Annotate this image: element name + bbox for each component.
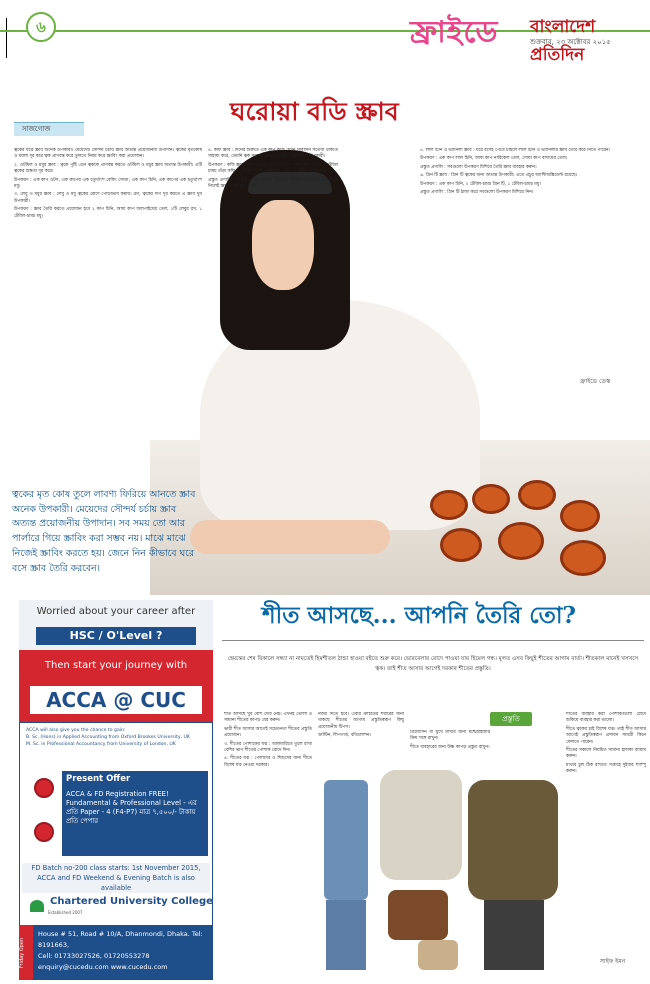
paragraph: প্রস্তুত প্রণালি : গ্রিন টি ঠান্ডা করে সবগুলো উপকরণ মিশিয়ে নিন। xyxy=(420,190,534,196)
paragraph: উপকরণ : কফি স্ক্রাব তৈরি করতে প্রয়োজন হবে সোয়া কাপ চিনি, ১ টেবিল চামচ গুঁড়া কফি, ১ টেবিল-চামচ নারিকেল তেল, ১ টেবিল-চামচ মধু। xyxy=(208,162,338,175)
ad-offer-item: Fundamental & Professional Level - এর প্রতি Paper - 4 (F4-P7) মাত্র ৭,৫০০/- টাকায় প্রতি পেপার xyxy=(66,799,197,825)
article-title-scrub: ঘরোয়া বডি স্ক্রাব xyxy=(230,97,399,126)
title-rule xyxy=(222,640,644,641)
article1-caption: ত্বকের মৃত কোষ তুলে লাবণ্য ফিরিয়ে আনতে স্ক্রাব অনেক উপকারী। মেয়েদের সৌন্দর্য চর্চায় স্ক্রাব অত্যন্ত প্রয়োজনীয় উপাদান। সব সময় তো আর পার্লারে গিয়ে স্ক্রাবিং করা সম্ভব নয়। মাঝে মাঝে নিজেই স্ক্রাবিং করতে হয়। জেনে নিন কীভাবে ঘরে বসে স্ক্রাব তৈরি করবেন। xyxy=(12,489,196,574)
paragraph: নজর দিতে হবে। এবার ক্রাইডের শরীরের জন্য থাকছে শীতের আগাম প্রস্তুতিস্বরূপ কিছু প্রয়োজনীয় টিপস। xyxy=(318,712,404,730)
paragraph: শীতে ব্যবহারের জন্য উষ্ণ কাপড় প্রস্তুত রাখুন। xyxy=(410,744,490,750)
ad-chance-list xyxy=(26,727,208,748)
ad-established: Established 2007 xyxy=(48,910,83,915)
issue-date: শুক্রবার, ২৩ অক্টোবর ২০১৫ xyxy=(530,38,611,46)
winter-clothes-photo xyxy=(318,740,563,978)
ad-offer-title: Present Offer xyxy=(66,774,131,784)
ad-offer-item: ACCA & FD Registration FREE! xyxy=(66,790,169,798)
paragraph: শীত আসছে খুব বেশি দেরি নেই। এখনই তোলা ও সামান্য শীতের কাপড় বের করুন। xyxy=(224,712,312,724)
paragraph: ৬. গ্রিন টি স্ক্রাব : গ্রিন টি ত্বকের জন্য অত্যন্ত উপকারী। এতে প্রচুর অ্যান্টিঅক্সিডেন্ট রয়েছে। xyxy=(420,173,578,179)
article-title-winter: শীত আসছে... আপনি তৈরি তো? xyxy=(262,602,576,629)
ad-headline: ACCA @ CUC xyxy=(30,686,202,714)
article2-column-4 xyxy=(566,712,646,950)
paragraph: ৫. লাল চিনি ও ভ্যানিলা স্ক্রাব : ঘরে বসেই পেতে চাইলে লাল চিনি ও ভ্যানিলার স্ক্রাব তৈরি করে নিতে পারেন। xyxy=(420,148,611,153)
ad-contact xyxy=(38,929,210,973)
ad-level: HSC / O'Level ? xyxy=(36,627,196,645)
paragraph: ত্রিমোসিন বা মুখে মাখার জন্য মশ্চেরাইজার ক্রিম সঙ্গে রাখুন। xyxy=(410,730,490,742)
article1-author: ফ্রাইডে ডেস্ক xyxy=(580,378,611,385)
ad-chance-intro: ACCA will also give you the chance to gain: xyxy=(26,728,126,733)
paragraph: ৪. শীতের যত্ন : পেলাদের ও শিশুদের জন্য শীতে বিশেষ যত্ন নেওয়া দরকার। xyxy=(224,756,312,768)
paragraph: উপকরণ : এক কাপ চিনি, ২ টেবিল-চামচ গ্রিন টি, ১ টেবিল-চামচ মধু। xyxy=(420,181,541,187)
ad-batch-info xyxy=(22,863,210,893)
section-badge: প্রস্তুতি xyxy=(490,712,532,726)
photo-scrub-bowls xyxy=(410,470,640,580)
section-tag: সাজগোজ xyxy=(14,122,84,136)
paragraph: উপকরণ : স্ক্রাব তৈরি করতে প্রয়োজন হবে ২ কাপ চিনি, আধা কাপ জলপাইয়ের তেল, ১টি লেবুর রস, ১ টেবিল-চামচ মধু। xyxy=(14,207,202,219)
paragraph: শীতে ত্বকের চাই বিশেষ যত্ন। তাই শীত আসার আগেই প্রস্তুতিস্বরূপ প্রসাধন সামগ্রী কিনে ফেলতে পারেন। xyxy=(566,726,646,745)
article1-column-1 xyxy=(14,148,202,484)
ad-batch-line: FD Batch no-200 class starts: 1st November 2015, xyxy=(31,864,201,872)
paragraph: উপকরণ : এক কাপ ওটস, এক কাপের এক চতুর্থাংশ বেকিং সোডা, এক কাপ চিনি, এক কাপের এক চতুর্থাংশ মধু। xyxy=(14,177,202,190)
paragraph: শীতের সকালে নিয়মিত সামান্য হালকা ব্যায়াম করুন। xyxy=(566,748,646,760)
page-margin-mark xyxy=(6,18,7,58)
photo-model-arm xyxy=(190,520,390,554)
ad-question: Worried about your career after xyxy=(36,606,196,617)
article2-column-1 xyxy=(224,712,312,980)
ad-badge-icon xyxy=(34,822,54,842)
ad-chance-item: M. Sc. in Professional Accountancy from University of London, UK xyxy=(26,742,176,747)
supplement-title: ফ্রাইডে xyxy=(410,15,499,50)
article2-author: সাইফ ইমন xyxy=(600,958,626,965)
paragraph: মাথার চুল ঠিক রাখতে সপ্তাহে দুইবার শ্যাম্পু করুন। xyxy=(566,762,646,775)
article1-column-2 xyxy=(208,148,338,338)
article1-column-3 xyxy=(420,148,640,350)
newspaper-brand: বাংলাদেশ প্রতিদিন xyxy=(530,17,596,65)
ad-then-line: Then start your journey with xyxy=(44,660,188,671)
paragraph: প্রস্তুত প্রণালি : একটি পাত্রে প্রতিটি উপকরণ মিশিয়ে ভালোভাবে মিশিয়ে নিলেই স্ক্রাব তৈরি হয়ে যাবে। xyxy=(208,177,338,190)
paragraph: ৪. কফি স্ক্রাব : দিনের শুরুতে এক কাপ কফি যেমন সারাদিন সতেজ থাকতে সাহায্য করে, তেমনি ত্বক সতেজ রাখতেও কফি সমানভাবে উপকারী। xyxy=(208,148,338,160)
ad-side-label: Friday Open xyxy=(19,925,33,980)
paragraph: ৩. লেবু ও মধুর স্ক্রাব : লেবু ও মধু ত্বকের রোদে পোড়াভাব কমায়। ব্রণ, ত্বকের দাগ দূর করতে এ স্ক্রাব খুব উপকারী। xyxy=(14,192,202,204)
ad-badge-icon xyxy=(34,778,54,798)
paragraph: ত্বকের যত্নে স্ক্রাব অনেক উপকারী। মেয়েদের সৌন্দর্য চর্চায় স্ক্রাব অত্যন্ত প্রয়োজনীয় উপাদান। ত্বকের মৃতকোষ ও ময়লা দূর করে ত্বক প্রাণবন্ত করে তুলতে নিয়ম করে স্ক্রাবিং করা প্রয়োজন। xyxy=(14,148,202,160)
paragraph: প্রস্তুত প্রণালি : সবগুলো উপকরণ মিশিয়ে তৈরি স্ক্রাব ব্যবহার করুন। xyxy=(420,164,537,170)
page-number: ৬ xyxy=(26,12,56,42)
ad-offer-list xyxy=(66,790,206,826)
ad-cell: Cell: 01733027526, 01720553278 xyxy=(38,952,150,960)
paragraph: শীতের ব্যবহার করা পোশাকগুলো রোদে শুকিয়ে ব্যবহার করা ভালো। xyxy=(566,712,646,724)
ad-address: House # 51, Road # 10/A, Dhanmondi, Dhaka. Tel: 8191663, xyxy=(38,930,203,949)
article2-intro: হেমন্তের শেষ বিকালে সন্ধ্যা না নামতেই হিমশীতল ঠান্ডা হাওয়া বইতে শুরু করে। ভোরবেলার রোদে পাওয়া যায় হিমেল গন্ধ। মূলত এসব কিছুই শীতের আগাম বার্তা। শীতকাল মানেই খসখসে ত্বক। তাই শীত আসার আগেই দরকার শীতের প্রস্তুতি। xyxy=(227,656,639,672)
ad-email-web: enquiry@cucedu.com www.cucedu.com xyxy=(38,963,168,971)
paragraph: ২. ওটমিল ও মধুর স্ক্রাব : ত্বকে পুষ্টি এনে ত্বককে প্রাণবন্ত করতে ওটমিল ও মধুর স্ক্রাব অত্যন্ত উপকারী। এটি ত্বকের শুষ্কতা দূর করে। xyxy=(14,162,202,175)
paragraph: উপকরণ : এক কাপ লাল চিনি, আধা কাপ নারিকেল তেল, সোয়া কাপ বাদামের তেল। xyxy=(420,156,568,162)
paragraph: ভারী শীত আসার আগেই সচেতনতা শীতের প্রস্তুতি প্রয়োজন। xyxy=(224,726,312,739)
paragraph: ৩. শীতের পোশাকের যত্ন : আলমারিতে তুলে রাখা বেশির ভাগ শীতের পোশাক রোদে দিন। xyxy=(224,741,312,754)
ad-batch-line: ACCA and FD Weekend & Evening Batch is also available xyxy=(37,874,195,892)
ad-chance-item: B. Sc. (Hons) in Applied Accounting from Oxford Brookes University, UK xyxy=(26,735,190,740)
college-logo-icon xyxy=(30,900,44,912)
paragraph: ডাস্টিন, লিপগার্ড, বডিলোশন। xyxy=(318,733,371,739)
ad-college-name: Chartered University College xyxy=(50,896,213,907)
